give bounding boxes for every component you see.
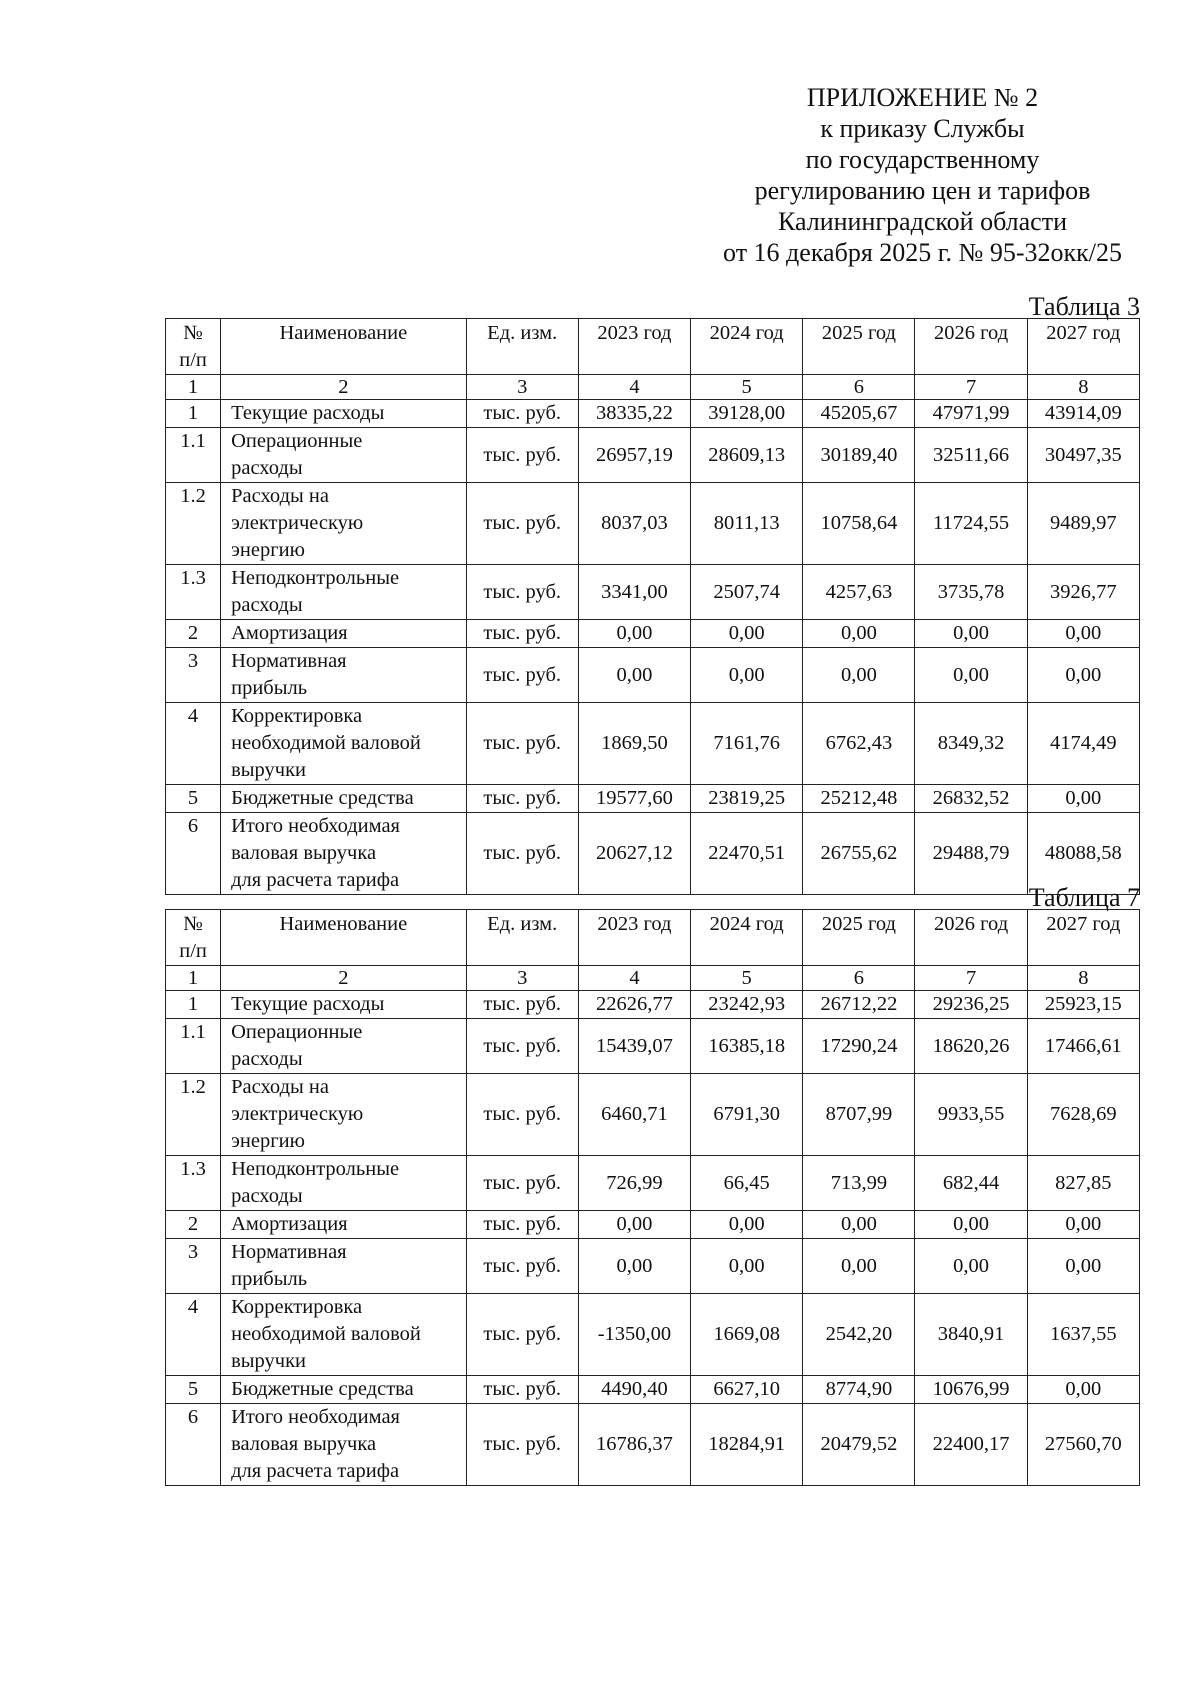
column-index: 2: [221, 966, 467, 991]
row-value: 7161,76: [691, 703, 803, 785]
row-number: 2: [166, 1211, 221, 1239]
header-year: 2025 год: [803, 910, 915, 966]
row-value: 0,00: [1027, 1376, 1139, 1404]
row-value: 4174,49: [1027, 703, 1139, 785]
column-index: 6: [803, 966, 915, 991]
row-value: 0,00: [1027, 1239, 1139, 1294]
row-value: 7628,69: [1027, 1074, 1139, 1156]
row-value: 18284,91: [691, 1404, 803, 1486]
row-name: Амортизация: [221, 1211, 467, 1239]
column-index: 5: [691, 966, 803, 991]
column-index: 4: [578, 375, 690, 400]
row-number: 1: [166, 991, 221, 1019]
row-value: 16385,18: [691, 1019, 803, 1074]
table-row: [166, 428, 1140, 483]
row-value: 30497,35: [1027, 428, 1139, 483]
row-value: 4490,40: [578, 1376, 690, 1404]
row-value: 0,00: [915, 1239, 1027, 1294]
row-value: 10758,64: [803, 483, 915, 565]
header-unit: Ед. изм.: [466, 910, 578, 966]
data-table: [165, 318, 1140, 895]
row-value: 0,00: [803, 620, 915, 648]
row-value: 6627,10: [691, 1376, 803, 1404]
table-row: [166, 813, 1140, 895]
table-header-row: [166, 319, 1140, 375]
row-unit: тыс. руб.: [466, 1019, 578, 1074]
row-name: Нормативная прибыль: [221, 1239, 467, 1294]
row-unit: тыс. руб.: [466, 1156, 578, 1211]
table-row: [166, 785, 1140, 813]
column-index: 4: [578, 966, 690, 991]
row-value: 29236,25: [915, 991, 1027, 1019]
row-value: 0,00: [1027, 785, 1139, 813]
row-number: 1.3: [166, 565, 221, 620]
row-value: 3840,91: [915, 1294, 1027, 1376]
table-header-row: [166, 910, 1140, 966]
row-name: Бюджетные средства: [221, 785, 467, 813]
row-value: 0,00: [803, 648, 915, 703]
row-value: 2507,74: [691, 565, 803, 620]
row-name: Амортизация: [221, 620, 467, 648]
row-unit: тыс. руб.: [466, 785, 578, 813]
table-caption: Таблица 7: [1028, 883, 1140, 912]
table-row: [166, 1156, 1140, 1211]
row-number: 1.1: [166, 1019, 221, 1074]
row-value: 0,00: [578, 1239, 690, 1294]
column-index: 8: [1027, 966, 1139, 991]
table-row: [166, 1404, 1140, 1486]
row-name: Нормативная прибыль: [221, 648, 467, 703]
row-value: 25212,48: [803, 785, 915, 813]
row-value: 26712,22: [803, 991, 915, 1019]
row-value: 0,00: [578, 620, 690, 648]
row-number: 6: [166, 1404, 221, 1486]
row-value: 726,99: [578, 1156, 690, 1211]
table-row: [166, 1376, 1140, 1404]
row-value: 17290,24: [803, 1019, 915, 1074]
row-value: 682,44: [915, 1156, 1027, 1211]
row-number: 3: [166, 1239, 221, 1294]
row-value: 16786,37: [578, 1404, 690, 1486]
row-value: 15439,07: [578, 1019, 690, 1074]
row-value: 3926,77: [1027, 565, 1139, 620]
row-name: Корректировка необходимой валовой выручки: [221, 703, 467, 785]
table-row: [166, 620, 1140, 648]
row-number: 1.2: [166, 483, 221, 565]
row-value: 0,00: [691, 620, 803, 648]
row-value: 29488,79: [915, 813, 1027, 895]
appendix-line: по государственному: [805, 145, 1040, 174]
table-row: [166, 483, 1140, 565]
row-value: 0,00: [578, 648, 690, 703]
row-value: 2542,20: [803, 1294, 915, 1376]
row-number: 1.1: [166, 428, 221, 483]
header-year: 2024 год: [691, 910, 803, 966]
row-unit: тыс. руб.: [466, 1239, 578, 1294]
appendix-line: Калининградской области: [777, 207, 1067, 236]
appendix-title: ПРИЛОЖЕНИЕ № 2: [806, 83, 1039, 112]
row-value: 8774,90: [803, 1376, 915, 1404]
row-name: Итого необходимая валовая выручка для расчета тарифа: [221, 1404, 467, 1486]
row-value: 10676,99: [915, 1376, 1027, 1404]
column-index: 8: [1027, 375, 1139, 400]
row-value: 0,00: [1027, 648, 1139, 703]
column-index: 7: [915, 375, 1027, 400]
row-name: Корректировка необходимой валовой выручки: [221, 1294, 467, 1376]
header-no: № п/п: [166, 319, 221, 375]
row-value: 26755,62: [803, 813, 915, 895]
row-name: Операционные расходы: [221, 428, 467, 483]
row-value: 11724,55: [915, 483, 1027, 565]
row-name: Расходы на электрическую энергию: [221, 1074, 467, 1156]
appendix-line: регулированию цен и тарифов: [754, 176, 1091, 205]
column-index-row: [166, 966, 1140, 991]
header-year: 2026 год: [915, 910, 1027, 966]
row-value: 3735,78: [915, 565, 1027, 620]
row-value: 6762,43: [803, 703, 915, 785]
table-row: [166, 1074, 1140, 1156]
table-row: [166, 1239, 1140, 1294]
row-unit: тыс. руб.: [466, 991, 578, 1019]
row-value: 22400,17: [915, 1404, 1027, 1486]
row-unit: тыс. руб.: [466, 1404, 578, 1486]
row-name: Текущие расходы: [221, 400, 467, 428]
row-number: 5: [166, 785, 221, 813]
row-value: 8707,99: [803, 1074, 915, 1156]
header-year: 2026 год: [915, 319, 1027, 375]
data-table: [165, 909, 1140, 1486]
column-index: 3: [466, 375, 578, 400]
row-number: 4: [166, 703, 221, 785]
row-value: 48088,58: [1027, 813, 1139, 895]
row-unit: тыс. руб.: [466, 565, 578, 620]
row-value: 23819,25: [691, 785, 803, 813]
header-name: Наименование: [221, 910, 467, 966]
row-value: 39128,00: [691, 400, 803, 428]
column-index: 6: [803, 375, 915, 400]
row-value: 17466,61: [1027, 1019, 1139, 1074]
row-value: 0,00: [915, 620, 1027, 648]
header-year: 2027 год: [1027, 319, 1139, 375]
table-row: [166, 1019, 1140, 1074]
table-row: [166, 991, 1140, 1019]
row-name: Неподконтрольные расходы: [221, 1156, 467, 1211]
row-unit: тыс. руб.: [466, 483, 578, 565]
row-value: 45205,67: [803, 400, 915, 428]
row-value: 8037,03: [578, 483, 690, 565]
header-year: 2023 год: [578, 319, 690, 375]
row-value: 1669,08: [691, 1294, 803, 1376]
row-value: 28609,13: [691, 428, 803, 483]
row-value: 18620,26: [915, 1019, 1027, 1074]
header-name: Наименование: [221, 319, 467, 375]
row-value: 9933,55: [915, 1074, 1027, 1156]
appendix-header: [690, 82, 1155, 268]
appendix-order-date: от 16 декабря 2025 г. № 95-32окк/25: [723, 238, 1122, 267]
row-name: Операционные расходы: [221, 1019, 467, 1074]
column-index: 1: [166, 966, 221, 991]
table-caption: Таблица 3: [1028, 292, 1140, 321]
row-unit: тыс. руб.: [466, 620, 578, 648]
column-index: 2: [221, 375, 467, 400]
row-value: 0,00: [915, 1211, 1027, 1239]
row-value: 0,00: [691, 1211, 803, 1239]
row-value: 8011,13: [691, 483, 803, 565]
header-unit: Ед. изм.: [466, 319, 578, 375]
row-name: Неподконтрольные расходы: [221, 565, 467, 620]
row-value: 0,00: [803, 1239, 915, 1294]
row-value: 38335,22: [578, 400, 690, 428]
row-unit: тыс. руб.: [466, 813, 578, 895]
row-value: 22470,51: [691, 813, 803, 895]
row-value: 66,45: [691, 1156, 803, 1211]
row-unit: тыс. руб.: [466, 1376, 578, 1404]
header-year: 2023 год: [578, 910, 690, 966]
row-value: 19577,60: [578, 785, 690, 813]
row-unit: тыс. руб.: [466, 1074, 578, 1156]
row-value: 25923,15: [1027, 991, 1139, 1019]
header-year: 2027 год: [1027, 910, 1139, 966]
row-value: 6460,71: [578, 1074, 690, 1156]
row-number: 6: [166, 813, 221, 895]
row-value: 827,85: [1027, 1156, 1139, 1211]
row-value: 0,00: [1027, 1211, 1139, 1239]
row-value: 1869,50: [578, 703, 690, 785]
row-number: 3: [166, 648, 221, 703]
row-number: 1: [166, 400, 221, 428]
table-row: [166, 703, 1140, 785]
row-unit: тыс. руб.: [466, 1211, 578, 1239]
row-value: 0,00: [803, 1211, 915, 1239]
row-value: 26832,52: [915, 785, 1027, 813]
row-value: 8349,32: [915, 703, 1027, 785]
row-unit: тыс. руб.: [466, 703, 578, 785]
row-value: 4257,63: [803, 565, 915, 620]
row-value: 47971,99: [915, 400, 1027, 428]
row-name: Итого необходимая валовая выручка для расчета тарифа: [221, 813, 467, 895]
row-value: 0,00: [691, 1239, 803, 1294]
header-no: № п/п: [166, 910, 221, 966]
appendix-line: к приказу Службы: [820, 114, 1025, 143]
table-row: [166, 1294, 1140, 1376]
row-value: 27560,70: [1027, 1404, 1139, 1486]
row-value: 713,99: [803, 1156, 915, 1211]
column-index: 5: [691, 375, 803, 400]
row-unit: тыс. руб.: [466, 1294, 578, 1376]
row-value: 26957,19: [578, 428, 690, 483]
row-value: 20627,12: [578, 813, 690, 895]
row-name: Бюджетные средства: [221, 1376, 467, 1404]
row-value: 0,00: [1027, 620, 1139, 648]
row-value: 1637,55: [1027, 1294, 1139, 1376]
row-value: 32511,66: [915, 428, 1027, 483]
row-name: Расходы на электрическую энергию: [221, 483, 467, 565]
row-value: 23242,93: [691, 991, 803, 1019]
row-value: -1350,00: [578, 1294, 690, 1376]
row-value: 9489,97: [1027, 483, 1139, 565]
row-value: 0,00: [578, 1211, 690, 1239]
row-number: 2: [166, 620, 221, 648]
row-value: 0,00: [915, 648, 1027, 703]
row-number: 1.3: [166, 1156, 221, 1211]
header-year: 2025 год: [803, 319, 915, 375]
header-year: 2024 год: [691, 319, 803, 375]
row-value: 0,00: [691, 648, 803, 703]
row-value: 30189,40: [803, 428, 915, 483]
row-number: 4: [166, 1294, 221, 1376]
row-value: 3341,00: [578, 565, 690, 620]
row-number: 1.2: [166, 1074, 221, 1156]
table-row: [166, 565, 1140, 620]
row-value: 20479,52: [803, 1404, 915, 1486]
row-unit: тыс. руб.: [466, 428, 578, 483]
row-number: 5: [166, 1376, 221, 1404]
table-row: [166, 400, 1140, 428]
table-row: [166, 1211, 1140, 1239]
row-name: Текущие расходы: [221, 991, 467, 1019]
row-value: 6791,30: [691, 1074, 803, 1156]
row-unit: тыс. руб.: [466, 400, 578, 428]
row-unit: тыс. руб.: [466, 648, 578, 703]
column-index-row: [166, 375, 1140, 400]
table-row: [166, 648, 1140, 703]
column-index: 7: [915, 966, 1027, 991]
row-value: 22626,77: [578, 991, 690, 1019]
column-index: 1: [166, 375, 221, 400]
row-value: 43914,09: [1027, 400, 1139, 428]
column-index: 3: [466, 966, 578, 991]
